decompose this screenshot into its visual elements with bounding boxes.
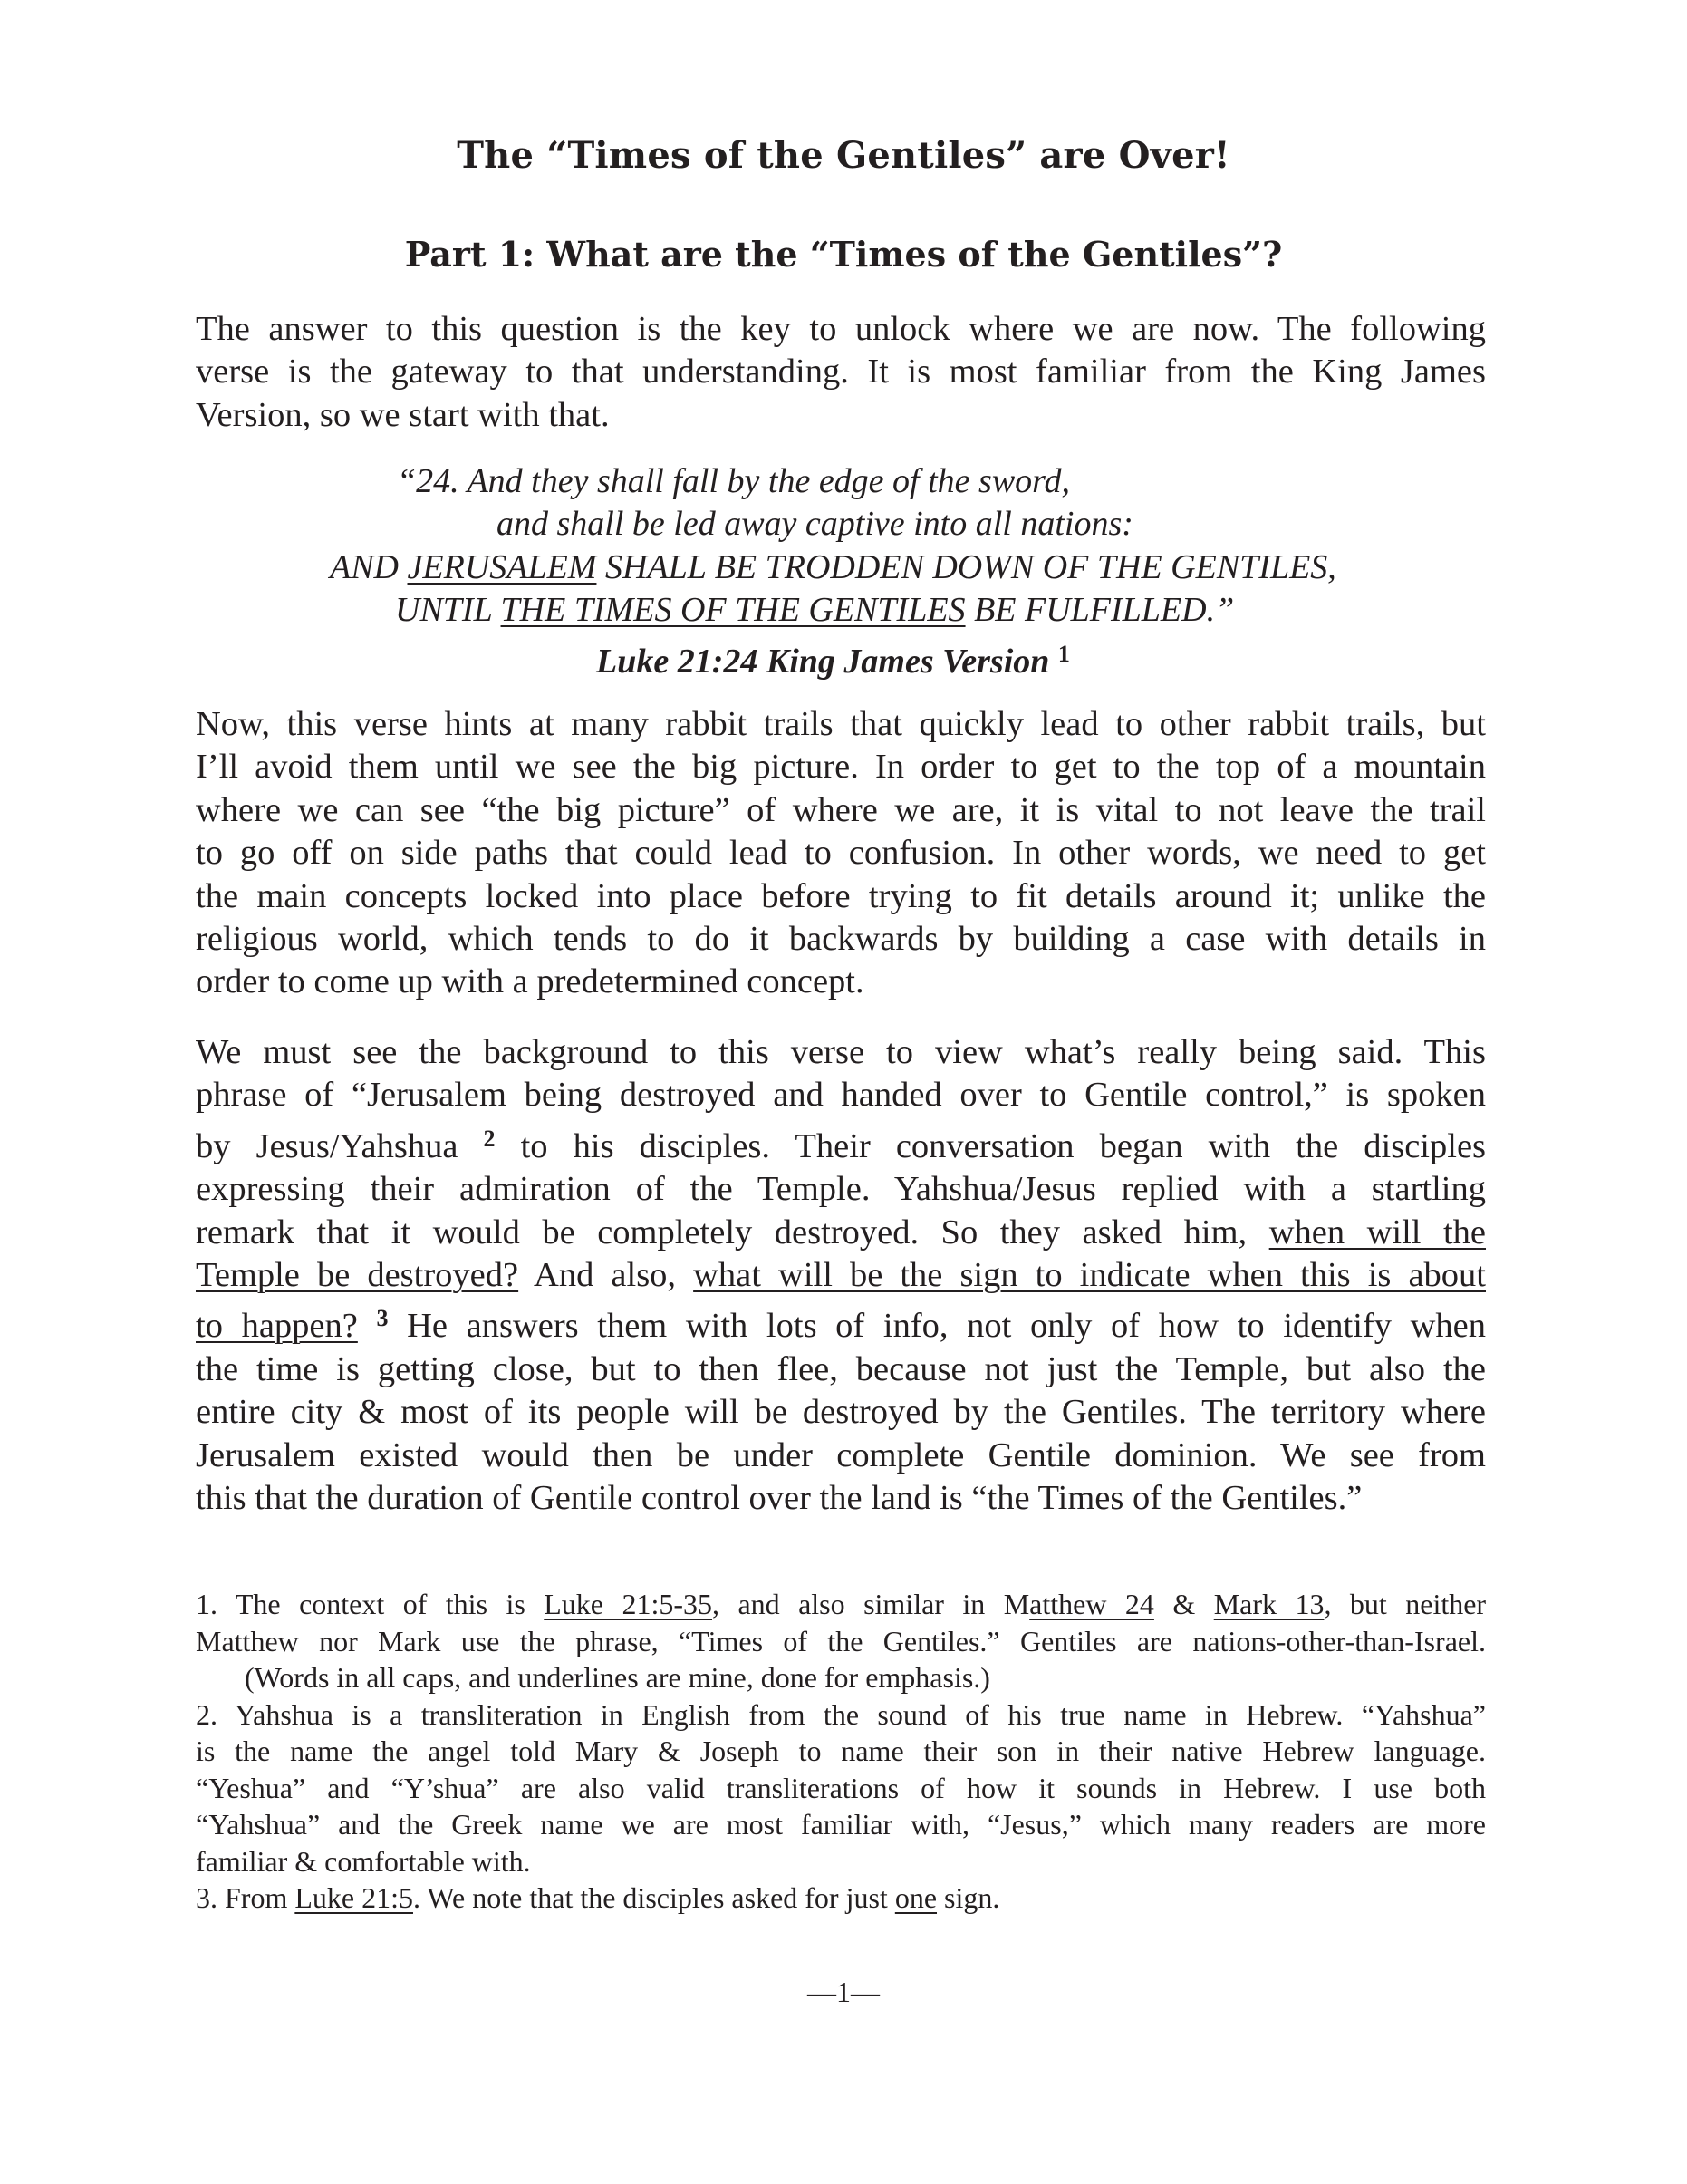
text-line: this that the duration of Gentile control over the land is “the Times of the Gentiles.” xyxy=(196,1479,1363,1518)
footnotes xyxy=(196,1586,1486,1917)
footnote-text: . We note that the disciples asked for just xyxy=(412,1881,895,1914)
quote-line xyxy=(330,546,1336,590)
footnote-line: “Yahshua” and the Greek name we are most familiar with, “Jesus,” which many readers are more xyxy=(196,1808,1486,1841)
quote-line: “24. And they shall fall by the edge of the sword, xyxy=(397,462,1071,500)
text-segment: And also, xyxy=(518,1256,694,1295)
footnote-text: sign. xyxy=(937,1881,1000,1914)
text-line: religious world, which tends to do it backwards by building a case with details in xyxy=(196,920,1486,959)
underlined-text: Temple be destroyed? xyxy=(196,1256,519,1295)
text-line: order to come up with a predetermined concept. xyxy=(196,962,864,1001)
footnote-text: , and also similar in M xyxy=(712,1588,1030,1620)
text-line: verse is the gateway to that understanding. It is most familiar from the King James xyxy=(196,353,1486,391)
footnote-line: Matthew nor Mark use the phrase, “Times of the Gentiles.” Gentiles are nations-other-than-Israel. xyxy=(196,1624,1486,1657)
intro-paragraph xyxy=(196,308,1486,437)
footnote-text: The context of this is xyxy=(235,1588,545,1620)
scripture-reference: Luke 21:5 xyxy=(294,1881,413,1914)
text-segment: remark that it would be completely destroyed. So they asked him, xyxy=(196,1213,1269,1251)
text-line: Now, this verse hints at many rabbit trails that quickly lead to other rabbit trails, but xyxy=(196,705,1486,743)
page-number: —1— xyxy=(807,1976,880,2008)
footnote-text: 3. From xyxy=(196,1881,295,1914)
text-line: I’ll avoid them until we see the big picture. In order to get to the top of a mountain xyxy=(196,748,1486,787)
text-line xyxy=(196,1117,1486,1168)
text-line xyxy=(196,1254,1486,1297)
text-line xyxy=(196,1212,1486,1254)
text-line: Jerusalem existed would then be under complete Gentile dominion. We see from xyxy=(196,1435,1486,1474)
footnote-line: is the name the angel told Mary & Joseph to name their son in their native Hebrew language. xyxy=(196,1735,1486,1767)
text-line: to go off on side paths that could lead to confusion. In other words, we need to get xyxy=(196,834,1486,873)
quote-citation xyxy=(596,633,1070,684)
quote-underlined: THE TIMES OF THE GENTILES xyxy=(500,591,966,629)
footnote-ref: 3 xyxy=(376,1305,389,1332)
quote-line: and shall be led away captive into all nations: xyxy=(496,505,1133,543)
underlined-text: when will the xyxy=(1268,1213,1487,1251)
underlined-text: one xyxy=(894,1881,938,1914)
text-line: expressing their admiration of the Temple. Yahshua/Jesus replied with a startling xyxy=(196,1170,1486,1209)
text-segment: by Jesus/Yahshua xyxy=(196,1126,458,1165)
footnote-text: , but neither xyxy=(1324,1588,1487,1620)
text-segment: to his disciples. Their conversation began with the disciples xyxy=(495,1126,1487,1165)
text-line: the time is getting close, but to then flee, because not just the Temple, but also the xyxy=(196,1349,1486,1388)
scripture-reference: Luke 21:5-35 xyxy=(544,1588,712,1620)
quote-underlined: JERUSALEM xyxy=(407,548,597,586)
footnote-ref: 2 xyxy=(483,1125,496,1152)
footnote-line: “Yeshua” and “Y’shua” are also valid transliterations of how it sounds in Hebrew. I use both xyxy=(196,1771,1486,1804)
footnote-2: 2. Yahshua is a transliteration in English from the sound of his true name in Hebrew. “Yahshua” xyxy=(196,1697,1486,1731)
text-line: entire city & most of its people will be destroyed by the Gentiles. The territory where xyxy=(196,1393,1486,1432)
quote-line xyxy=(395,589,1234,633)
text-line: Version, so we start with that. xyxy=(196,395,610,434)
footnote-number: 1. xyxy=(196,1588,217,1620)
text-line: We must see the background to this verse to view what’s really being said. This xyxy=(196,1033,1486,1071)
footnote-line: (Words in all caps, and underlines are mine, done for emphasis.) xyxy=(245,1661,990,1694)
quote-text: SHALL BE TRODDEN DOWN OF THE GENTILES, xyxy=(596,548,1336,586)
footnote-ref: 1 xyxy=(1057,641,1070,667)
footnote-1 xyxy=(196,1586,1486,1623)
page-title: The “Times of the Gentiles” are Over! xyxy=(457,134,1230,177)
text-line: where we can see “the big picture” of where we are, it is vital to not leave the trail xyxy=(196,790,1486,829)
footnote-text: & xyxy=(1153,1588,1214,1620)
scripture-reference: Mark 13 xyxy=(1213,1588,1325,1620)
footnote-line: familiar & comfortable with. xyxy=(196,1844,531,1878)
underlined-text: what will be the sign to indicate when this is about xyxy=(693,1256,1486,1295)
paragraph-three xyxy=(196,1031,1486,1520)
citation-text: Luke 21:24 King James Version xyxy=(596,643,1050,681)
quote-text: AND xyxy=(330,548,408,586)
part-heading: Part 1: What are the “Times of the Gentiles”? xyxy=(404,234,1283,275)
underlined-text: to happen? xyxy=(196,1307,358,1346)
text-line xyxy=(196,1297,1486,1348)
text-line: phrase of “Jerusalem being destroyed and handed over to Gentile control,” is spoken xyxy=(196,1076,1486,1115)
paragraph-two xyxy=(196,703,1486,1004)
scripture-reference: atthew 24 xyxy=(1029,1588,1154,1620)
text-line: the main concepts locked into place before trying to fit details around it; unlike the xyxy=(196,876,1486,915)
text-segment: He answers them with lots of info, not only of how to identify when xyxy=(388,1307,1486,1346)
footnote-3 xyxy=(196,1880,1486,1917)
quote-text: UNTIL xyxy=(395,591,501,629)
quote-text: BE FULFILLED.” xyxy=(965,591,1235,629)
text-line: The answer to this question is the key to unlock where we are now. The following xyxy=(196,310,1486,348)
